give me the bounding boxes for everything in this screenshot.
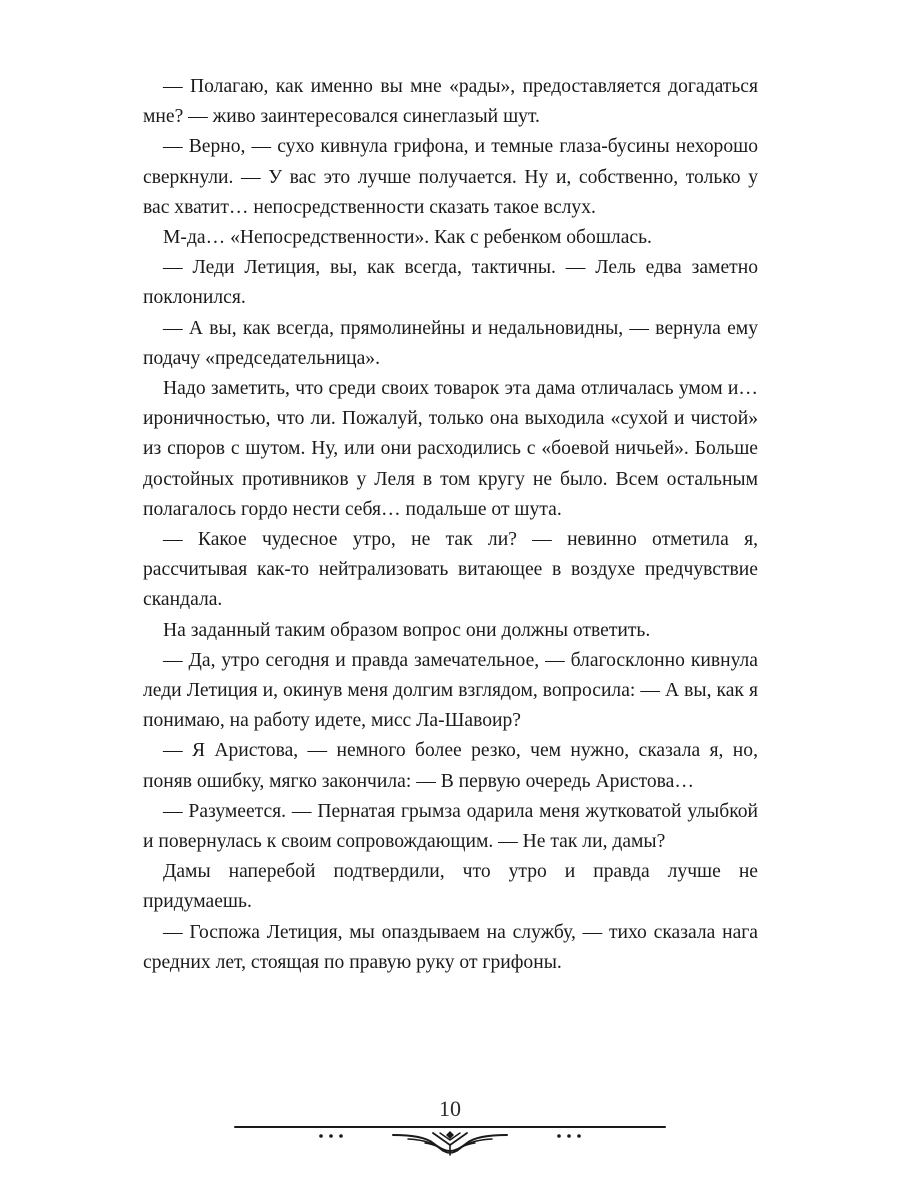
paragraph: — Я Аристова, — немного более резко, чем нужно, сказала я, но, поняв ошибку, мягко закончила: — В первую очередь Аристова… [143, 740, 758, 792]
paragraph: — Леди Летиция, вы, как всегда, тактичны. — Лель едва заметно поклонился. [143, 257, 758, 309]
paragraph: — Да, утро сегодня и правда замечательное, — благосклонно кивнула леди Летиция и, окинув меня долгим взглядом, вопросила: — А вы, как я понимаю, на работу идете, мисс Ла-Шавоир? [143, 649, 758, 732]
body-text [143, 72, 758, 978]
paragraph: — Госпожа Летиция, мы опаздываем на службу, — тихо сказала нага средних лет, стоящая по правую руку от грифоны. [143, 921, 758, 973]
ornament-divider-icon [233, 1123, 667, 1159]
paragraph: На заданный таким образом вопрос они должны ответить. [163, 619, 651, 641]
paragraph: Дамы наперебой подтвердили, что утро и правда лучше не придумаешь. [143, 861, 758, 913]
paragraph: — Какое чудесное утро, не так ли? — невинно отметила я, рассчитывая как-то нейтрализовать витающее в воздухе предчувствие скандала. [143, 529, 758, 611]
paragraph: Надо заметить, что среди своих товарок эта дама отличалась умом и… ироничностью, что ли. Пожалуй, только она выходила «сухой и чистой» из споров с шутом. Ну, или они расходились с «боевой ничьей». Больше достойных противников у Леля в том кругу не было. Всем остальным полагалось гордо нести себя… подальше от шута. [143, 378, 758, 520]
page-number: 10 [439, 1096, 461, 1121]
paragraph: — Полагаю, как именно вы мне «рады», предоставляется догадаться мне? — живо заинтересовался синеглазый шут. [143, 76, 758, 128]
page-footer [0, 1095, 900, 1185]
paragraph: — Разумеется. — Пернатая грымза одарила меня жутковатой улыбкой и повернулась к своим сопровождающим. — Не так ли, дамы? [143, 800, 758, 853]
paragraph: — Верно, — сухо кивнула грифона, и темные глаза-бусины нехорошо сверкнули. — У вас это лучше получается. Ну и, собственно, только у вас хватит… непосредственности сказать такое вслух. [143, 136, 758, 218]
paragraph: М-да… «Непосредственности». Как с ребенком обошлась. [163, 227, 652, 249]
paragraph: — А вы, как всегда, прямолинейны и недальновидны, — вернула ему подачу «председательница». [143, 317, 758, 369]
